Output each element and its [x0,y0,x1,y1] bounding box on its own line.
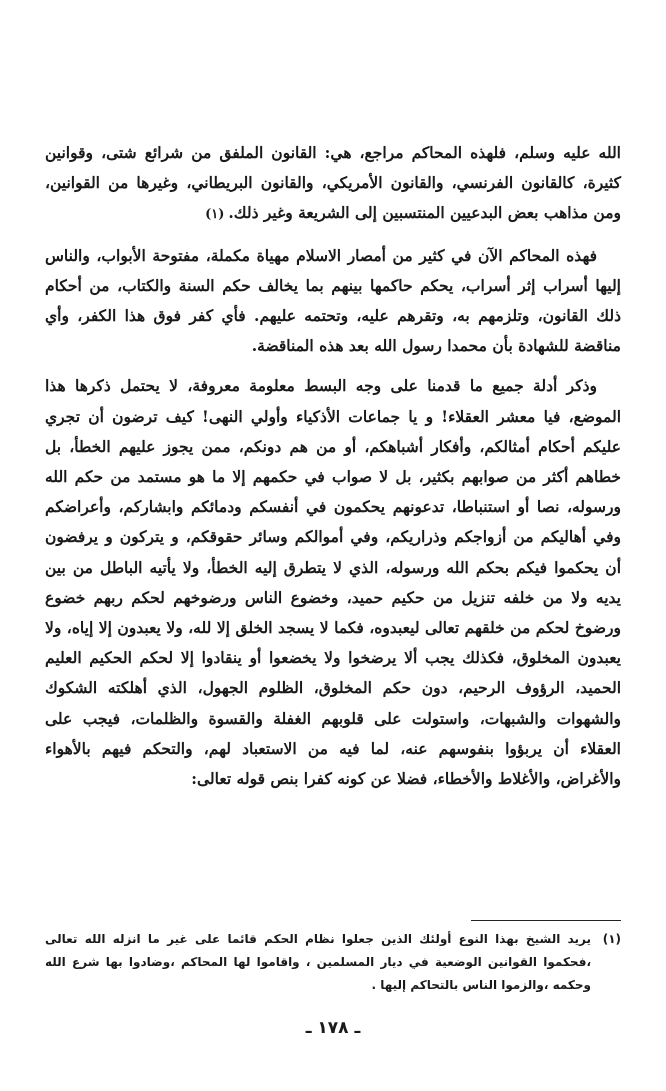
paragraph-1-text: الله عليه وسلم، فلهذه المحاكم مراجع، هي: القانون الملفق من شرائع شتى، وقوانين كثيرة، كالقانون الفرنسي، والقانون الأمريكي، والقانون البريطاني، وغيرها من القوانين، ومن مذاهب بعض البدعيين المنتسبين إلى الشريعة وغير ذلك. [45,143,621,223]
page-number: ـ ١٧٨ ـ [305,1018,361,1038]
body-text [45,138,621,794]
footnote [45,928,621,997]
footnote-divider [471,920,621,921]
paragraph-2: فهذه المحاكم الآن في كثير من أمصار الاسلام مهياة مكملة، مفتوحة الأبواب، والناس إليها أسراب إثر أسراب، يحكم حاكمها بينهم بما يخالف حكم السنة والكتاب، من أحكام ذلك القانون، وتلزمهم به، وتقرهم عليه، وتحتمه عليهم. فأي كفر فوق هذا الكفر، وأي مناقضة للشهادة بأن محمدا رسول الله بعد هذه المناقضة. [45,245,621,356]
footnote-marker: (١) [602,932,621,946]
footnote-text: يريد الشيخ بهذا النوع أولئك الذين جعلوا نظام الحكم قائما على غير ما انزله الله تعالى ،فحكموا القوانين الوضعية في ديار المسلمين ، واقاموا لها المحاكم ،وضادوا بها شرع الله وحكمه ،والزموا الناس بالتحاكم إليها . [45,932,591,992]
paragraph-3: وذكر أدلة جميع ما قدمنا على وجه البسط معلومة معروفة، لا يحتمل ذكرها هذا الموضع، فيا معشر العقلاء! و يا جماعات الأذكياء وأولي النهى! كيف ترضون أن تجري عليكم أحكام أمثالكم، وأفكار أشباهكم، أو من هم دونكم، ممن يجوز عليهم الخطأ، بل خطاهم أكثر من صوابهم بكثير، بل لا صواب في حكمهم إلا ما هو مستمد من حكم الله ورسوله، نصا أو استنباطا، تدعونهم يحكمون في أنفسكم ودمائكم وابشاركم، وأعراضكم وفي أهاليكم من أزواجكم وذراريكم، وفي أموالكم وسائر حقوقكم، و يتركون و يرفضون أن يحكموا فيكم بحكم الله ورسوله، الذي لا يتطرق إليه الخطأ، ولا يأتيه الباطل من بين يديه ولا من خلفه تنزيل من حكيم حميد، وخضوع الناس ورضوخهم لحكم ربهم خضوع ورضوخ لحكم من خلقهم تعالى ليعبدوه، فكما لا يسجد الخلق إلا لله، ولا يعبدون إلا إياه، ولا يعبدون المخلوق، فكذلك يجب ألا يرضخوا ولا يخضعوا أو ينقادوا إلا لحكم الحكيم العليم الحميد، الرؤوف الرحيم، دون حكم المخلوق، الظلوم الجهول، الذي أهلكته الشكوك والشهوات والشبهات، واستولت على قلوبهم الغفلة والقسوة والظلمات، فيجب على العقلاء أن يربؤوا بنفوسهم عنه، لما فيه من الاستعباد لهم، والتحكم فيهم بالأهواء والأغراض، والأغلاط والأخطاء، فضلا عن كونه كفرا بنص قوله تعالى: [45,376,621,789]
footnote-reference: (١) [205,207,225,223]
paragraph-1 [45,138,621,231]
